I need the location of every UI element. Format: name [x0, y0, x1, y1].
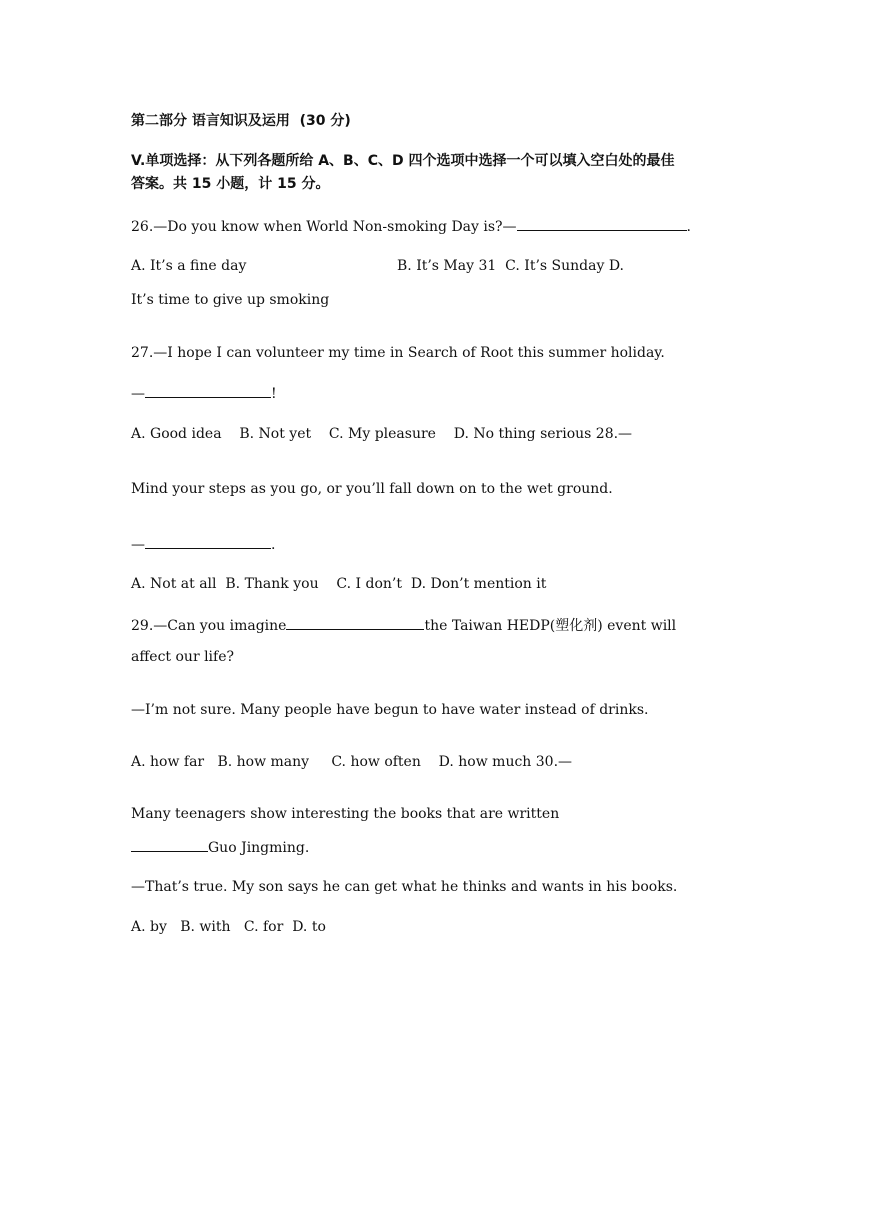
section-heading: 第二部分 语言知识及运用 (30 分): [131, 113, 351, 129]
question-29-prompt-line2: affect our life?: [131, 649, 235, 665]
question-27-reply-end: !: [271, 386, 277, 402]
question-30-line2-end: Guo Jingming.: [208, 840, 310, 856]
question-29-reply: —I’m not sure. Many people have begun to have water instead of drinks.: [131, 702, 649, 718]
question-28-reply: [131, 535, 275, 554]
question-27-reply: [131, 384, 277, 403]
question-29-options: A. how far B. how many C. how often D. how much 30.—: [131, 754, 573, 770]
question-26-blank: [517, 217, 687, 231]
section-instruction-line2: 答案。共 15 小题，计 15 分。: [131, 176, 330, 192]
question-28-options: A. Not at all B. Thank you C. I don’t D. Don’t mention it: [131, 576, 547, 592]
question-30-reply: —That’s true. My son says he can get what he thinks and wants in his books.: [131, 879, 678, 895]
question-28-prompt: Mind your steps as you go, or you’ll fall down on to the wet ground.: [131, 481, 613, 497]
question-26-options-line1: [131, 257, 624, 275]
question-28-reply-end: .: [271, 537, 276, 553]
question-27-dash: —: [131, 386, 145, 402]
question-28-dash: —: [131, 537, 145, 553]
question-30-blank: [131, 838, 208, 852]
question-26-option-a: A. It’s a fine day: [131, 258, 247, 274]
question-26-options-bcd: B. It’s May 31 C. It’s Sunday D.: [397, 258, 625, 274]
section-instruction-line1: V.单项选择：从下列各题所给 A、B、C、D 四个选项中选择一个可以填入空白处的最佳: [131, 153, 675, 169]
question-26-prompt: [131, 217, 691, 236]
question-27-options: A. Good idea B. Not yet C. My pleasure D. No thing serious 28.—: [131, 426, 633, 442]
question-26-options-line2: It’s time to give up smoking: [131, 292, 330, 308]
question-30-prompt: Many teenagers show interesting the books that are written: [131, 806, 560, 822]
question-26-end: .: [686, 219, 691, 235]
question-29-text-end: the Taiwan HEDP(塑化剂) event will: [424, 618, 677, 634]
question-30-prompt-line2: [131, 838, 309, 857]
question-29-text-start: 29.—Can you imagine: [131, 618, 287, 634]
question-30-options: A. by B. with C. for D. to: [131, 919, 326, 935]
question-26-text: 26.—Do you know when World Non-smoking Day is?—: [131, 219, 517, 235]
question-27-blank: [145, 384, 271, 398]
question-28-blank: [145, 535, 271, 549]
question-29-prompt: [131, 616, 676, 635]
question-29-blank: [286, 616, 424, 630]
question-27-prompt: 27.—I hope I can volunteer my time in Search of Root this summer holiday.: [131, 345, 665, 361]
